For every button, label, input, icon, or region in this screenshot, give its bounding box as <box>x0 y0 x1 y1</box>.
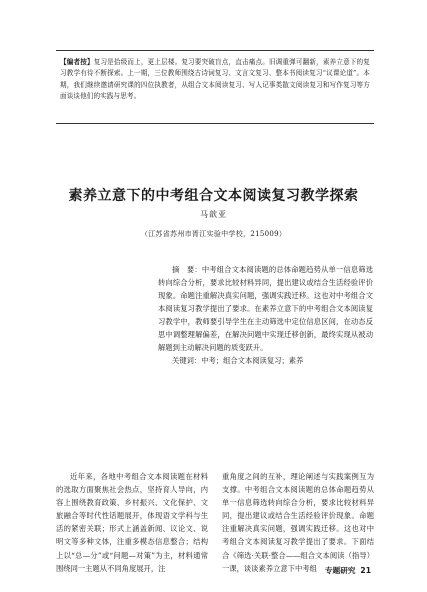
page-number: 21 <box>360 566 371 575</box>
keywords <box>158 354 373 367</box>
article-author: 马歆亚 <box>200 210 227 219</box>
body-column-left <box>56 470 208 575</box>
abstract-text: 中考组合文本阅读题的总体命题趋势从单一信息筛选转向综合分析，要求比较材料异同，提出建议或结合生活经验评价现象。命题注重解决真实问题，强调实践迁移。这也对中考组合文本阅读复习教学提出了要求。在素养立意下的中考组合文本阅读复习教学中，教师要引导学生在主动筛选中定位信息区间，在动态反思中调整理解偏差，在解决问题中实现迁移创新，最终实现从被动解题到主动解决问题的质变跃升。 <box>158 265 374 352</box>
body-text-right: 重角度之间的互补，理论阐述与实践案例互为支撑。中考组合文本阅读题的总体命题趋势从单一信息筛选转向综合分析，要求比较材料异同，提出建议或结合生活经验评价现象。命题注重解决真实问题，强调实践迁移。这也对中考组合文本阅读复习教学提出了要求。下面结合《筛选·关联·整合——组合文本阅读（指导）一课，谈谈素养立意下中考组 <box>222 472 374 573</box>
abstract-label: 摘 要： <box>172 265 202 274</box>
keywords-label: 关键词： <box>172 356 202 365</box>
body-text-left: 近年来，各地中考组合文本阅读题在材料的选取方面聚焦社会热点，坚持育人导向，内容上围绕教育政策、乡村振兴、文化保护、文旅融合等时代性话题展开，体现语文学科与生活的紧密关联；形式上涵盖新闻、议论文、说明文等多种文体，注重多模态信息整合；结构上以“总—分”或“问题—对策”为主，材料通常围绕同一主题从不同角度展开，注 <box>56 472 208 573</box>
editor-note-text: 复习是拾级而上，更上层楼。复习要突破盲点，直击痛点。旧调重弹可翻新，素养立意下的复习教学有待不断探索。上一期，三位教师围绕古诗词复习、文言文复习、整本书阅读复习“议课论道”。本期，我们继续邀请研究课的四位执教者，从组合文本阅读复习、写人记事类散文阅读复习和写作复习等方面谈谈他们的实践与思考。 <box>60 58 370 101</box>
editor-note-tag: 【编者按】 <box>60 58 94 66</box>
footer-section: 专题研究 <box>325 566 356 575</box>
editor-note-box <box>56 50 374 124</box>
author-affiliation: （江苏省苏州市胥江实验中学校，215009） <box>140 230 287 238</box>
page-footer <box>325 565 371 576</box>
abstract <box>158 263 373 354</box>
body-column-right <box>222 470 374 575</box>
article-title: 素养立意下的中考组合文本阅读复习教学探索 <box>68 188 359 204</box>
keywords-text: 中考；组合文本阅读复习；素养 <box>201 356 304 365</box>
abstract-block <box>158 263 373 367</box>
